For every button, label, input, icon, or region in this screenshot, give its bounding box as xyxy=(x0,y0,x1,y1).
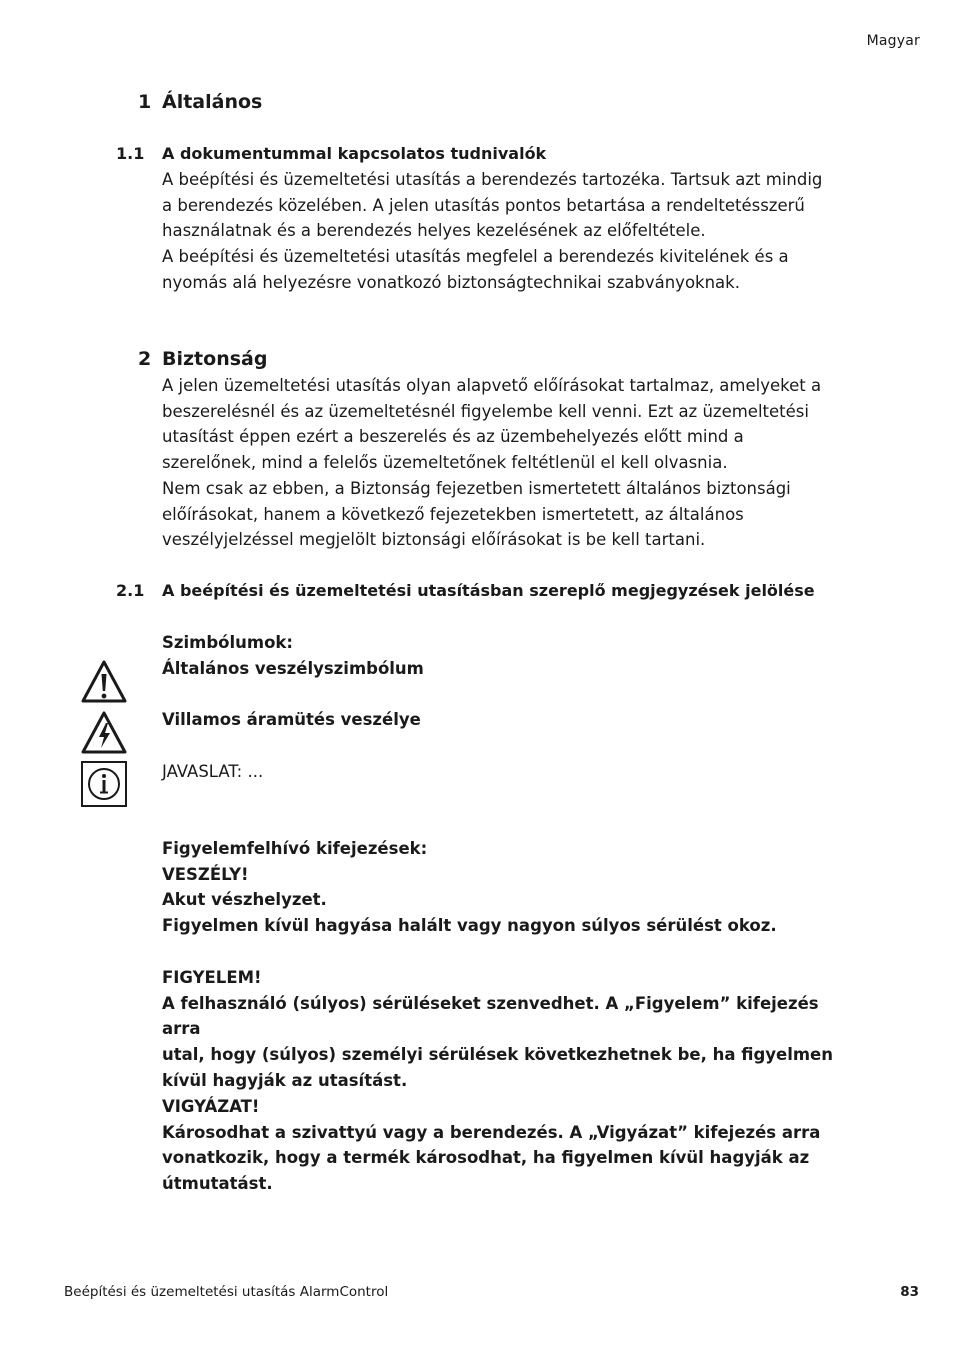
paragraph-line: A jelen üzemeltetési utasítás olyan alapvető előírásokat tartalmaz, amelyeket a xyxy=(162,376,822,395)
danger-title: VESZÉLY! xyxy=(162,864,249,884)
section-2-body xyxy=(162,373,842,553)
caution-text-line: vonatkozik, hogy a termék károsodhat, ha figyelmen kívül hagyják az xyxy=(162,1148,810,1168)
paragraph-line: előírásokat, hanem a következő fejezetekben ismertetett, az általános xyxy=(162,504,744,524)
warning-text-line: utal, hogy (súlyos) személyi sérülések következhetnek be, ha figyelmen xyxy=(162,1045,833,1065)
tip-label: JAVASLAT: ... xyxy=(162,762,264,781)
section-2-number: 2 xyxy=(138,348,152,370)
caution-title: VIGYÁZAT! xyxy=(162,1097,260,1116)
paragraph-line: A beépítési és üzemeltetési utasítás a berendezés tartozéka. Tartsuk azt mindig xyxy=(162,170,823,189)
electric-hazard-icon xyxy=(80,710,128,756)
warning-text-line: A felhasználó (súlyos) sérüléseket szenvedhet. A „Figyelem” kifejezés arra xyxy=(162,993,819,1039)
paragraph-line: beszerelésnél és az üzemeltetésnél figyelembe kell venni. Ezt az üzemeltetési xyxy=(162,401,809,421)
paragraph-line: A beépítési és üzemeltetési utasítás megfelel a berendezés kivitelének és a xyxy=(162,247,789,267)
info-icon xyxy=(80,761,128,807)
danger-text-line: Akut vészhelyzet. xyxy=(162,890,327,910)
signal-words-block xyxy=(162,836,842,939)
section-2-1-heading xyxy=(116,581,815,600)
section-1-heading xyxy=(138,91,263,113)
paragraph-line: utasítást éppen ezért a beszerelés és az üzembehelyezés előtt mind a xyxy=(162,427,744,447)
section-1-number: 1 xyxy=(138,91,152,113)
warning-title: FIGYELEM! xyxy=(162,968,262,987)
caution-block xyxy=(162,1094,842,1197)
footer-document-title: Beépítési és üzemeltetési utasítás AlarmControl xyxy=(64,1284,389,1300)
section-1-1-body xyxy=(162,167,842,296)
danger-text-line: Figyelmen kívül hagyása halált vagy nagyon súlyos sérülést okoz. xyxy=(162,916,777,936)
caution-text-line: útmutatást. xyxy=(162,1174,273,1194)
paragraph-line: nyomás alá helyezésre vonatkozó biztonságtechnikai szabványoknak. xyxy=(162,272,740,292)
caution-text-line: Károsodhat a szivattyú vagy a berendezés. A „Vigyázat” kifejezés arra xyxy=(162,1122,821,1142)
paragraph-line: a berendezés közelében. A jelen utasítás pontos betartása a rendeltetésszerű xyxy=(162,195,805,215)
paragraph-line: veszélyjelzéssel megjelölt biztonsági előírásokat is be kell tartani. xyxy=(162,530,706,550)
paragraph-line: használatnak és a berendezés helyes kezelésének az előfeltétele. xyxy=(162,221,706,241)
header-language: Magyar xyxy=(866,33,920,49)
electric-danger-label: Villamos áramütés veszélye xyxy=(162,710,421,729)
section-2-title: Biztonság xyxy=(162,348,268,370)
signal-words-heading: Figyelemfelhívó kifejezések: xyxy=(162,839,428,858)
section-2-heading xyxy=(138,348,268,370)
section-1-1-number: 1.1 xyxy=(116,144,145,163)
warning-text-line: kívül hagyják az utasítást. xyxy=(162,1070,408,1090)
warning-triangle-icon xyxy=(80,659,128,705)
footer-page-number: 83 xyxy=(900,1284,919,1300)
general-danger-label: Általános veszélyszimbólum xyxy=(162,659,424,678)
section-2-1-number: 2.1 xyxy=(116,581,145,600)
section-1-title: Általános xyxy=(162,91,263,113)
paragraph-line: Nem csak az ebben, a Biztonság fejezetben ismertetett általános biztonsági xyxy=(162,478,791,498)
section-2-1-title: A beépítési és üzemeltetési utasításban szereplő megjegyzések jelölése xyxy=(162,581,815,600)
section-1-1-heading xyxy=(116,144,547,163)
section-1-1-title: A dokumentummal kapcsolatos tudnivalók xyxy=(162,144,547,163)
paragraph-line: szerelőnek, mind a felelős üzemeltetőnek feltétlenül el kell olvasnia. xyxy=(162,453,728,473)
warning-block xyxy=(162,965,842,1094)
symbols-heading: Szimbólumok: xyxy=(162,633,293,652)
